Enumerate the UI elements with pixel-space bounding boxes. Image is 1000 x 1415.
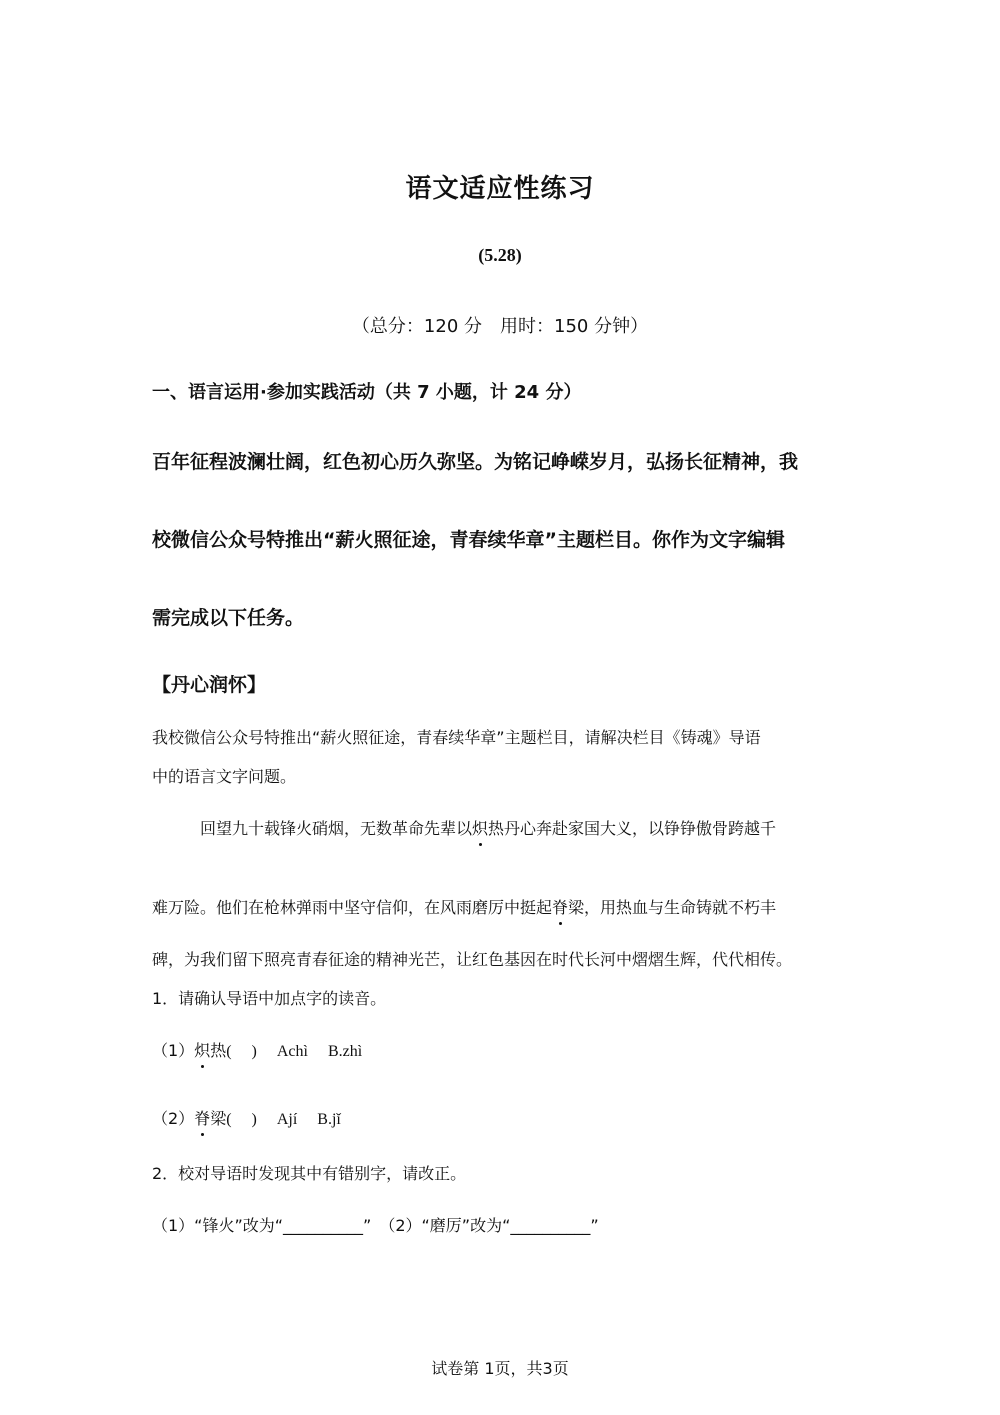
question-1-stem: 1．请确认导语中加点字的读音。 bbox=[152, 989, 387, 1008]
passage-line-1 bbox=[200, 816, 776, 839]
passage-text: 回望九十载锋火硝烟，无数革命先辈以 bbox=[200, 819, 473, 838]
subsection-heading: 【丹心润怀】 bbox=[152, 674, 267, 696]
dotted-character: 脊 bbox=[552, 895, 568, 918]
intro-line-2: 校微信公众号特推出“薪火照征途，青春续华章”主题栏目。你作为文字编辑 bbox=[152, 529, 785, 551]
passage-text: 热丹心奔赴家国大义，以铮铮傲骨跨越千 bbox=[488, 819, 777, 838]
score-time-line: （总分：120 分 用时：150 分钟） bbox=[351, 316, 649, 337]
item-number: （2） bbox=[152, 1109, 195, 1128]
page-title: 语文适应性练习 bbox=[405, 174, 595, 204]
question-1-item-2 bbox=[152, 1106, 341, 1129]
intro-line-1: 百年征程波澜壮阔，红色初心历久弥坚。为铭记峥嵘岁月，弘扬长征精神，我 bbox=[152, 451, 799, 473]
item-number: （1） bbox=[152, 1041, 195, 1060]
passage-line-3: 碑，为我们留下照亮青春征途的精神光芒，让红色基因在时代长河中熠熠生辉，代代相传。 bbox=[152, 950, 793, 969]
question-2-stem: 2．校对导语时发现其中有错别字，请改正。 bbox=[152, 1164, 467, 1183]
dotted-character: 脊 bbox=[194, 1106, 210, 1129]
exam-date: (5.28) bbox=[478, 245, 522, 265]
dotted-character: 炽 bbox=[194, 1038, 210, 1061]
instruction-line-1: 我校微信公众号特推出“薪火照征途，青春续华章”主题栏目，请解决栏目《铸魂》导语 bbox=[152, 728, 761, 747]
item-options: 梁( ) Ají B.jǐ bbox=[210, 1111, 341, 1128]
intro-line-3: 需完成以下任务。 bbox=[152, 607, 305, 629]
passage-text: 梁，用热血与生命铸就不朽丰 bbox=[568, 898, 777, 917]
page-footer: 试卷第 1页，共3页 bbox=[431, 1359, 569, 1378]
section-heading: 一、语言运用·参加实践活动（共 7 小题，计 24 分） bbox=[152, 382, 582, 403]
question-2-answer-line: （1）“锋火”改为“__________” （2）“磨厉”改为“__________” bbox=[152, 1216, 599, 1235]
instruction-line-2: 中的语言文字问题。 bbox=[152, 767, 297, 786]
dotted-character: 炽 bbox=[472, 816, 488, 839]
passage-line-2 bbox=[152, 895, 776, 918]
passage-text: 难万险。他们在枪林弹雨中坚守信仰，在风雨磨厉中挺起 bbox=[152, 898, 553, 917]
item-options: 热( ) Achì B.zhì bbox=[210, 1043, 363, 1060]
question-1-item-1 bbox=[152, 1038, 362, 1061]
